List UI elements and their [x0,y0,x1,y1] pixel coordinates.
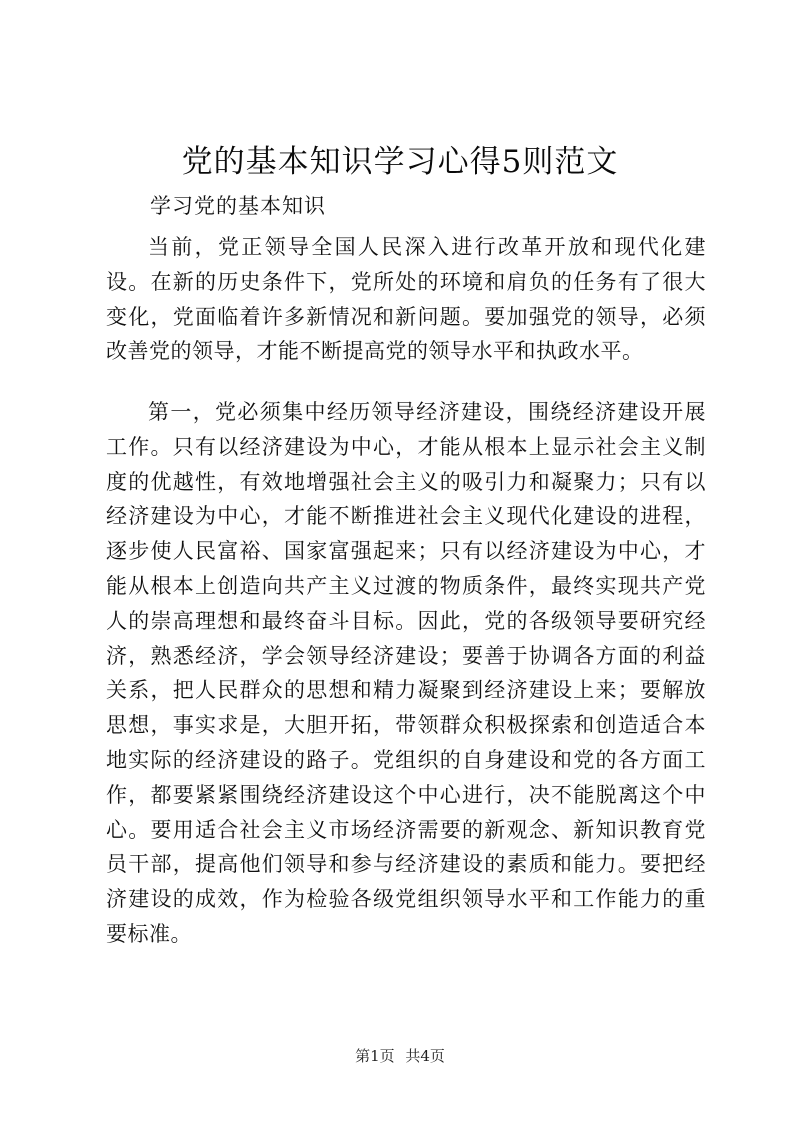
page-number: 第1页 [355,1047,395,1065]
page-title: 党的基本知识学习心得5则范文 [181,144,619,180]
page-total: 共4页 [405,1047,445,1065]
page-footer [0,1046,800,1066]
section-subtitle: 学习党的基本知识 [150,194,326,218]
body-paragraph-1: 当前，党正领导全国人民深入进行改革开放和现代化建设。在新的历史条件下，党所处的环境和肩负的任务有了很大变化，党面临着许多新情况和新问题。要加强党的领导，必须改善党的领导，才能不断提高党的领导水平和执政水平。 [106,235,706,364]
body-paragraph-2: 第一，党必须集中经历领导经济建设，围绕经济建设开展工作。只有以经济建设为中心，才能从根本上显示社会主义制度的优越性，有效地增强社会主义的吸引力和凝聚力；只有以经济建设为中心，才能不断推进社会主义现代化建设的进程，逐步使人民富裕、国家富强起来；只有以经济建设为中心，才能从根本上创造向共产主义过渡的物质条件，最终实现共产党人的崇高理想和最终奋斗目标。因此，党的各级领导要研究经济，熟悉经济，学会领导经济建设；要善于协调各方面的利益关系，把人民群众的思想和精力凝聚到经济建设上来；要解放思想，事实求是，大胆开拓，带领群众积极探索和创造适合本地实际的经济建设的路子。党组织的自身建设和党的各方面工作，都要紧紧围绕经济建设这个中心进行，决不能脱离这个中心。要用适合社会主义市场经济需要的新观念、新知识教育党员干部，提高他们领导和参与经济建设的素质和能力。要把经济建设的成效，作为检验各级党组织领导水平和工作能力的重要标准。 [106,400,706,946]
